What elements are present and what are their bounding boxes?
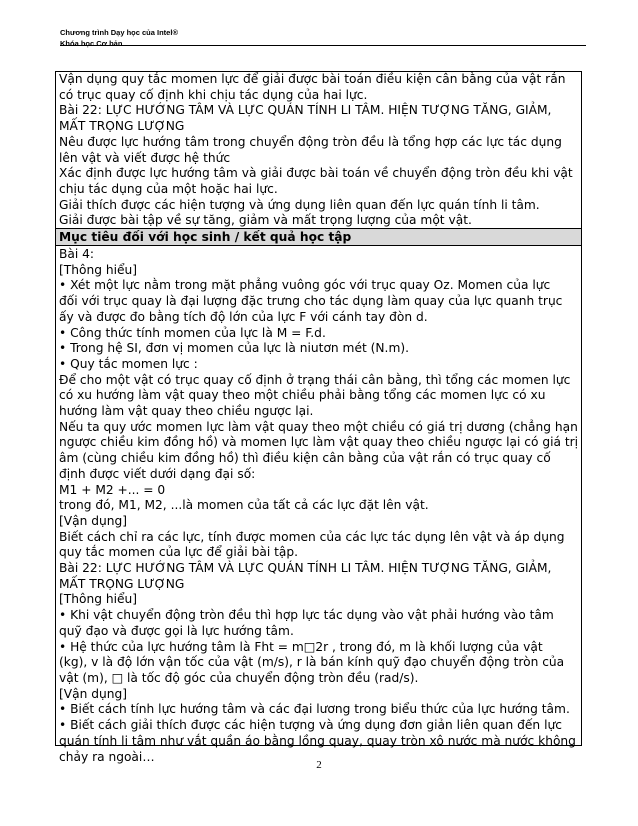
text-line: • Khi vật chuyển động tròn đều thì hợp lực tác dụng vào vật phải hướng vào tâm [59, 608, 554, 623]
text-line: quỹ đạo và được gọi là lực hướng tâm. [59, 623, 294, 638]
header-course-title: Khóa học Cơ bản [60, 39, 123, 48]
header-program-title: Chương trình Dạy học của Intel® [60, 28, 178, 37]
section-heading: Mục tiêu đối với học sinh / kết quả học tập [59, 230, 352, 244]
content-table [55, 71, 582, 764]
text-line: • Biết cách giải thích được các hiện tượng và ứng dụng đơn giản liên quan đến lực [59, 718, 562, 733]
text-line: Giải thích được các hiện tượng và ứng dụng liên quan đến lực quán tính li tâm. [59, 197, 540, 212]
text-line: có trục quay cố định khi chịu tác dụng của hai lực. [59, 87, 368, 102]
text-line: Để cho một vật có trục quay cố định ở trạng thái cân bằng, thì tổng các momen lực [59, 372, 571, 387]
text-line: Bài 4: [59, 247, 95, 261]
objectives-cell [56, 72, 581, 229]
text-line: Vận dụng quy tắc momen lực để giải được bài toán điều kiện cân bằng của vật rắn [59, 72, 566, 86]
text-line: chịu tác dụng của một hoặc hai lực. [59, 181, 278, 196]
text-line: lên vật và viết được hệ thức [59, 150, 231, 165]
outcomes-cell [56, 247, 581, 764]
text-line: • Công thức tính momen của lực là M = F.d. [59, 325, 326, 340]
text-line: định được viết dưới dạng đại số: [59, 466, 256, 481]
text-line: Xác định được lực hướng tâm và giải được bài toán về chuyển động tròn đều khi vật [59, 166, 573, 181]
text-line: [Vận dụng] [59, 513, 128, 528]
header-divider [60, 45, 586, 46]
page-number: 2 [316, 759, 322, 771]
text-line: Bài 22: LỰC HƯỚNG TÂM VÀ LỰC QUÁN TÍNH LI TÂM. HIỆN TƯỢNG TĂNG, GIẢM, [59, 103, 552, 118]
text-line: âm (cùng chiều kim đồng hồ) thì điều kiện cân bằng của vật rắn có trục quay cố [59, 451, 551, 466]
text-line: [Vận dụng] [59, 686, 128, 701]
text-line: (kg), v là độ lớn vận tốc của vật (m/s), r là bán kính quỹ đạo chuyển động tròn của [59, 655, 565, 670]
text-line: MẤT TRỌNG LƯỢNG [59, 576, 185, 591]
section-heading-row [56, 229, 581, 246]
text-line: • Quy tắc momen lực : [59, 356, 198, 371]
text-line: Giải được bài tập về sự tăng, giảm và mất trọng lượng của một vật. [59, 213, 472, 228]
text-line: quán tính li tâm như vắt quần áo bằng lồng quay, quay tròn xô nước mà nước không [59, 733, 576, 748]
text-line: • Hệ thức của lực hướng tâm là Fht = m□2r , trong đó, m là khối lượng của vật [59, 639, 543, 654]
text-line: trong đó, M1, M2, ...là momen của tất cả các lực đặt lên vật. [59, 498, 429, 513]
text-line: đối với trục quay là đại lượng đặc trưng cho tác dụng làm quay của lực quanh trục [59, 294, 563, 309]
text-line: Biết cách chỉ ra các lực, tính được momen của các lực tác dụng lên vật và áp dụng [59, 529, 565, 544]
text-line: Nêu được lực hướng tâm trong chuyển động tròn đều là tổng hợp các lực tác dụng [59, 134, 562, 149]
text-line: • Biết cách tính lực hướng tâm và các đại lương trong biểu thức của lực hướng tâm. [59, 702, 570, 717]
text-line: quy tắc momen của lực để giải bài tập. [59, 545, 299, 560]
text-line: hướng làm vật quay theo chiều ngược lại. [59, 404, 314, 419]
text-line: • Trong hệ SI, đơn vị momen của lực là niutơn mét (N.m). [59, 341, 409, 356]
text-line: vật (m), □ là tốc độ góc của chuyển động tròn đều (rad/s). [59, 670, 419, 685]
text-line: chảy ra ngoài… [59, 749, 155, 764]
text-line: Nếu ta quy ước momen lực làm vật quay theo một chiều có giá trị dương (chẳng hạn [59, 419, 578, 434]
text-line: • Xét một lực nằm trong mặt phẳng vuông góc với trục quay Oz. Momen của lực [59, 278, 551, 293]
text-line: có xu hướng làm vật quay theo một chiều phải bằng tổng các momen lực có xu [59, 388, 546, 403]
text-line: MẤT TRỌNG LƯỢNG [59, 119, 185, 134]
text-line: [Thông hiểu] [59, 262, 138, 277]
text-line: ngược chiều kim đồng hồ) và momen lực làm vật quay theo chiều ngược lại có giá trị [59, 435, 579, 450]
text-line: M1 + M2 +... = 0 [59, 482, 166, 497]
text-line: ấy và được đo bằng tích độ lớn của lực F với cánh tay đòn d. [59, 309, 428, 324]
text-line: [Thông hiểu] [59, 592, 138, 607]
text-line: Bài 22: LỰC HƯỚNG TÂM VÀ LỰC QUÁN TÍNH LI TÂM. HIỆN TƯỢNG TĂNG, GIẢM, [59, 561, 552, 576]
